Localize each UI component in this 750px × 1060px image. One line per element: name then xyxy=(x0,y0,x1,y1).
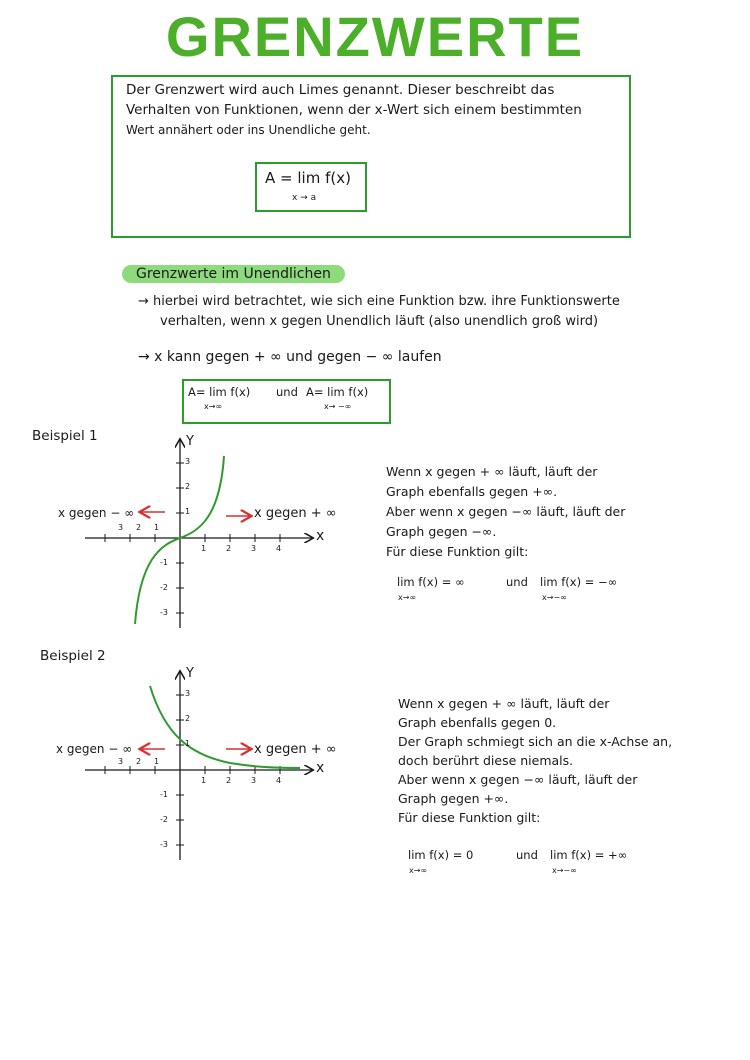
example-1-limit-1-sub: x→∞ xyxy=(398,593,417,602)
formula2-and: und xyxy=(276,385,298,399)
example-2-left-label: x gegen − ∞ xyxy=(56,742,133,756)
description-line: Aber wenn x gegen −∞ läuft, läuft der xyxy=(386,504,626,519)
description-line: Für diese Funktion gilt: xyxy=(398,810,541,825)
tick-label: 3 xyxy=(251,544,257,553)
formula2-sub2: x→ −∞ xyxy=(324,402,352,411)
example-2-y-label: Y xyxy=(186,666,194,681)
formula-main: A = lim f(x) xyxy=(265,169,351,187)
definition-line: Der Grenzwert wird auch Limes genannt. Dieser beschreibt das xyxy=(126,82,555,98)
tick-label: -3 xyxy=(160,608,168,617)
example-1-limit-2-sub: x→−∞ xyxy=(542,593,567,602)
tick-label: 2 xyxy=(136,757,142,766)
example-2-and: und xyxy=(516,848,538,862)
example-2-limit-2: lim f(x) = +∞ xyxy=(550,848,628,862)
tick-label: -2 xyxy=(160,583,168,592)
definition-line: Wert annähert oder ins Unendliche geht. xyxy=(126,123,371,137)
tick-label: 1 xyxy=(154,757,160,766)
description-line: Graph gegen −∞. xyxy=(386,524,497,539)
example-1-and: und xyxy=(506,575,528,589)
tick-label: 1 xyxy=(201,544,207,553)
tick-label: 1 xyxy=(185,507,191,516)
section-heading: Grenzwerte im Unendlichen xyxy=(122,265,345,283)
tick-label: 3 xyxy=(185,689,191,698)
tick-label: 3 xyxy=(251,776,257,785)
example-2-description xyxy=(398,694,728,827)
formula2-part2: A= lim f(x) xyxy=(306,385,369,399)
tick-label: -3 xyxy=(160,840,168,849)
example-2-limit-1-sub: x→∞ xyxy=(409,866,428,875)
tick-label: 2 xyxy=(136,523,142,532)
tick-label: 1 xyxy=(185,739,191,748)
formula2-part1: A= lim f(x) xyxy=(188,385,251,399)
formula2-sub1: x→∞ xyxy=(204,402,223,411)
example-1-y-label: Y xyxy=(186,434,194,449)
example-1-x-label: x xyxy=(316,528,325,544)
tick-label: 2 xyxy=(226,544,232,553)
description-line: Wenn x gegen + ∞ läuft, läuft der xyxy=(398,696,610,711)
description-line: Graph gegen +∞. xyxy=(398,791,509,806)
example-1-limit-1: lim f(x) = ∞ xyxy=(397,575,465,589)
definition-line: Verhalten von Funktionen, wenn der x-Wert sich einem bestimmten xyxy=(126,102,582,118)
example-1-description xyxy=(386,462,726,562)
description-line: Aber wenn x gegen −∞ läuft, läuft der xyxy=(398,772,638,787)
tick-label: 2 xyxy=(185,482,191,491)
tick-label: 4 xyxy=(276,544,282,553)
tick-label: 1 xyxy=(201,776,207,785)
page-title: GRENZWERTE xyxy=(165,5,585,68)
example-1-right-label: x gegen + ∞ xyxy=(254,506,337,521)
tick-label: 3 xyxy=(118,523,124,532)
description-line: Graph ebenfalls gegen 0. xyxy=(398,715,557,730)
example-1-label: Beispiel 1 xyxy=(32,428,98,444)
tick-label: 4 xyxy=(276,776,282,785)
description-line: Wenn x gegen + ∞ läuft, läuft der xyxy=(386,464,598,479)
formula-sub: x → a xyxy=(292,193,317,203)
bullet-2: → x kann gegen + ∞ und gegen − ∞ laufen xyxy=(138,349,442,365)
tick-label: 2 xyxy=(185,714,191,723)
example-2-limit-2-sub: x→−∞ xyxy=(552,866,577,875)
bullet-line: → hierbei wird betrachtet, wie sich eine Funktion bzw. ihre Funktionswerte xyxy=(138,294,620,309)
example-2-limit-1: lim f(x) = 0 xyxy=(408,848,474,862)
example-2-x-label: x xyxy=(316,760,325,776)
example-2-label: Beispiel 2 xyxy=(40,648,106,664)
tick-label: 1 xyxy=(154,523,160,532)
description-line: Der Graph schmiegt sich an die x-Achse an, xyxy=(398,734,673,749)
example-1-limit-2: lim f(x) = −∞ xyxy=(540,575,618,589)
tick-label: -2 xyxy=(160,815,168,824)
example-1-axes xyxy=(85,440,312,628)
example-2-axes xyxy=(85,672,312,860)
description-line: Für diese Funktion gilt: xyxy=(386,544,529,559)
tick-label: -1 xyxy=(160,790,168,799)
example-2-right-label: x gegen + ∞ xyxy=(254,742,337,757)
tick-label: -1 xyxy=(160,558,168,567)
tick-label: 3 xyxy=(185,457,191,466)
description-line: doch berührt diese niemals. xyxy=(398,753,574,768)
bullet-line: verhalten, wenn x gegen Unendlich läuft (also unendlich groß wird) xyxy=(160,314,599,329)
description-line: Graph ebenfalls gegen +∞. xyxy=(386,484,558,499)
example-1-left-label: x gegen − ∞ xyxy=(58,506,135,520)
tick-label: 2 xyxy=(226,776,232,785)
tick-label: 3 xyxy=(118,757,124,766)
